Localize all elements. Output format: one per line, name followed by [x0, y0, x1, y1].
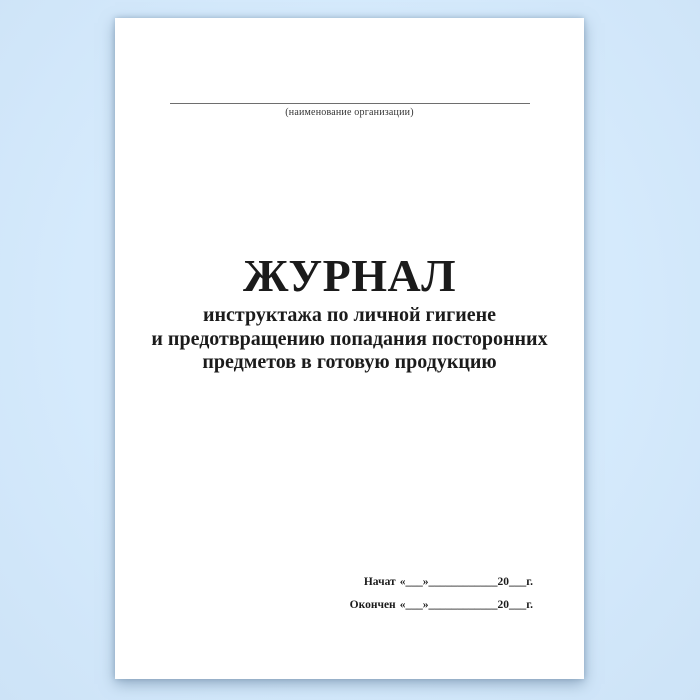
- date-started-blank: «___»____________20___г.: [399, 576, 533, 588]
- organization-name-caption: (наименование организации): [285, 107, 414, 118]
- journal-subtitle-line-1: инструктажа по личной гигиене: [202, 304, 497, 326]
- title-block: [115, 251, 584, 375]
- date-started-row: [350, 575, 533, 589]
- date-started-label: Начат: [363, 576, 396, 588]
- journal-subtitle: [115, 304, 584, 375]
- document-page: [115, 18, 584, 679]
- journal-subtitle-line-3: предметов в готовую продукцию: [202, 351, 497, 373]
- dates-block: [350, 575, 533, 621]
- organization-name-block: [170, 103, 530, 119]
- date-finished-label: Окончен: [349, 599, 396, 611]
- date-finished-row: [350, 598, 533, 612]
- organization-name-blank-line: [170, 103, 530, 104]
- journal-title: ЖУРНАЛ: [243, 250, 456, 301]
- journal-subtitle-line-2: и предотвращению попадания посторонних: [151, 327, 548, 350]
- date-finished-blank: «___»____________20___г.: [399, 599, 533, 611]
